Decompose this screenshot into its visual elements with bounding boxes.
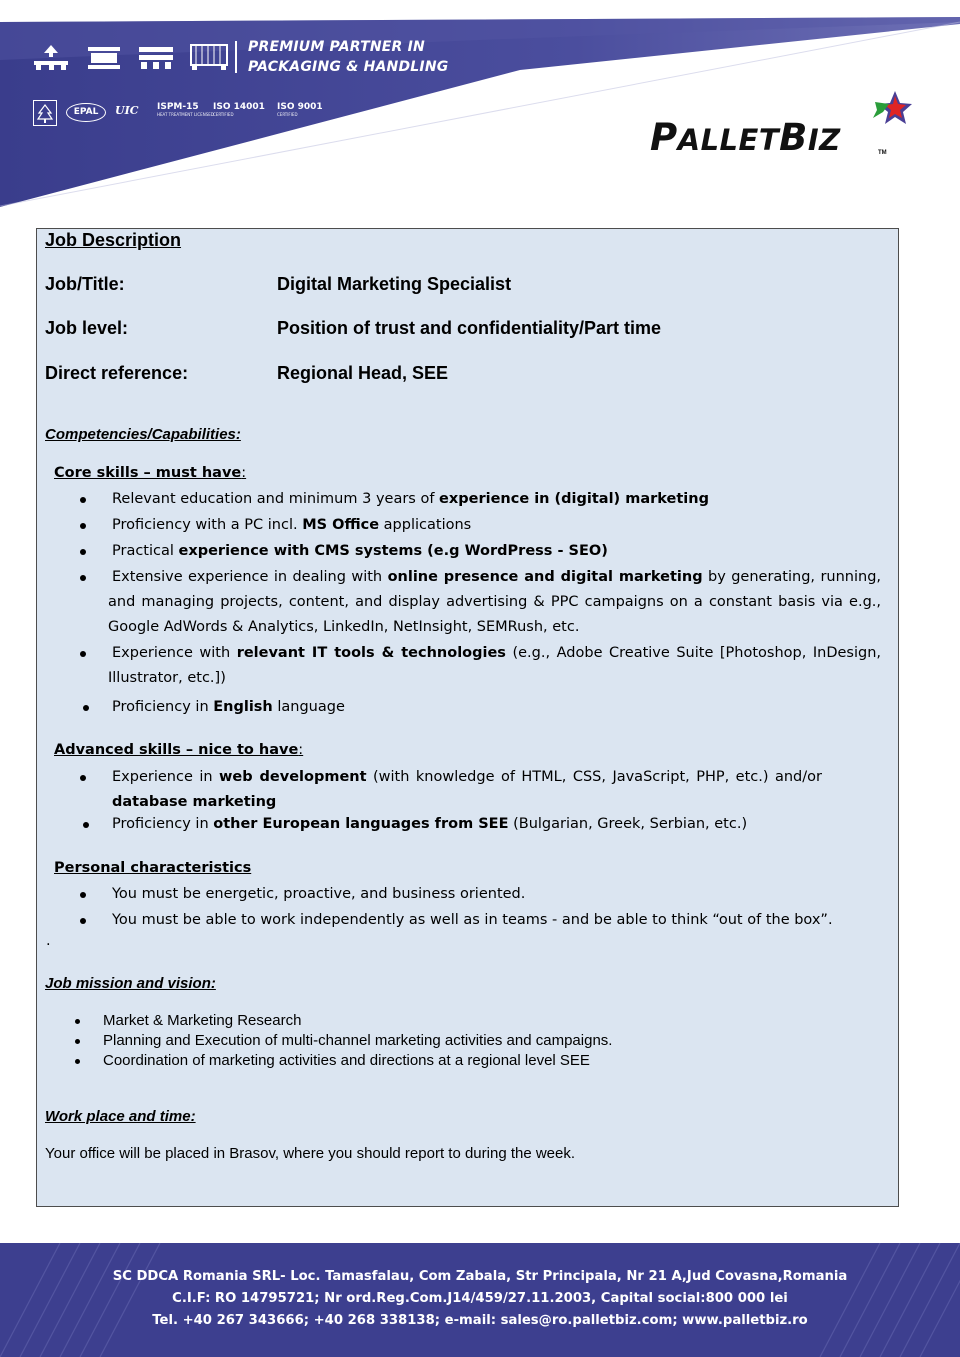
- palletbiz-star-icon: [865, 90, 915, 136]
- logo-letter-p: P: [650, 116, 678, 159]
- core-skill-item: [108, 641, 881, 691]
- workplace-text: Your office will be placed in Brasov, where you should report to during the week.: [45, 1145, 576, 1162]
- core-skill-item: [108, 565, 881, 640]
- advanced-skill-bold: other European languages from SEE: [213, 816, 509, 832]
- iso14001-sublabel: CERTIFIED: [213, 112, 234, 117]
- core-skill-text: Relevant education and minimum 3 years of: [112, 491, 440, 507]
- advanced-skill-text-mid: (with knowledge of HTML, CSS, JavaScript, PHP, etc.) and/or: [366, 769, 822, 785]
- advanced-skill-bold-2: database marketing: [112, 794, 277, 810]
- personal-characteristic-item: You must be able to work independently as well as in teams - and be able to think “out of the box”.: [112, 912, 833, 928]
- mission-item: Planning and Execution of multi-channel marketing activities and campaigns.: [103, 1032, 613, 1049]
- advanced-skill-bold: web development: [219, 769, 367, 785]
- core-skill-item: [112, 539, 885, 564]
- logo-allet: ALLET: [677, 123, 780, 157]
- ispm-label: ISPM-15: [157, 102, 199, 112]
- uic-logo: UIC: [115, 104, 139, 117]
- core-skill-text-end: (e.g., Adobe Creative Suite [Photoshop, InDesign, Illustrator, etc.]): [108, 645, 882, 686]
- core-skill-text: Extensive experience in dealing with: [112, 569, 388, 585]
- tagline-divider: [235, 41, 237, 73]
- workplace-heading: Work place and time:: [45, 1108, 196, 1125]
- bullet-icon: [83, 822, 89, 828]
- iso-14001-logo: [213, 102, 265, 117]
- core-skill-bold: online presence and digital marketing: [387, 569, 703, 585]
- ispm-15-logo: [157, 102, 214, 117]
- direct-reference-value: Regional Head, SEE: [277, 363, 449, 383]
- advanced-skills-heading: [54, 742, 303, 758]
- footer-registration: C.I.F: RO 14795721; Nr ord.Reg.Com.J14/459/27.11.2003, Capital social:800 000 lei: [172, 1291, 788, 1306]
- competencies-heading: Competencies/Capabilities:: [45, 426, 241, 443]
- core-skill-text: Practical: [112, 543, 179, 559]
- core-skill-text-end: applications: [379, 517, 472, 533]
- bullet-icon: [80, 549, 86, 555]
- bullet-icon: [75, 1059, 80, 1064]
- direct-reference-label: Direct reference:: [45, 363, 189, 383]
- job-title-label: Job/Title:: [45, 274, 125, 294]
- iso9001-label: ISO 9001: [277, 102, 323, 112]
- logo-iz: IZ: [807, 123, 841, 157]
- core-skill-item: [112, 513, 885, 538]
- logo-trademark: TM: [878, 150, 887, 156]
- iso9001-sublabel: CERTIFIED: [277, 112, 298, 117]
- core-skill-text: Proficiency in: [112, 699, 214, 715]
- advanced-skill-item: [112, 765, 822, 815]
- personal-characteristics-heading: Personal characteristics: [54, 860, 252, 876]
- core-skill-item: [112, 695, 885, 720]
- core-skill-bold: MS Office: [302, 517, 380, 533]
- advanced-skill-text-end: (Bulgarian, Greek, Serbian, etc.): [508, 816, 748, 832]
- pallet-stack-icon: [138, 43, 174, 71]
- palletbiz-logo: [650, 115, 841, 163]
- bullet-icon: [80, 523, 86, 529]
- core-skill-text: Experience with: [112, 645, 237, 661]
- core-skill-bold: experience in (digital) marketing: [439, 491, 709, 507]
- epal-logo: EPAL: [66, 103, 106, 122]
- stray-dot: .: [46, 933, 51, 949]
- core-skill-item: [112, 487, 885, 512]
- core-skill-bold: experience with CMS systems (e.g WordPress - SEO): [178, 543, 608, 559]
- iso-9001-logo: [277, 102, 323, 117]
- personal-characteristic-item: You must be energetic, proactive, and business oriented.: [112, 886, 526, 902]
- core-skills-heading: [54, 465, 246, 481]
- header-banner: [0, 0, 960, 215]
- core-skill-text-end: by generating, running, and managing projects, content, and display advertising & PPC campaigns on a constant basis via e.g., Google AdWords & Analytics, LinkedIn, NetInsight, SEMRush, etc.: [108, 569, 882, 635]
- bullet-icon: [80, 497, 86, 503]
- bullet-icon: [80, 918, 86, 924]
- bullet-icon: [80, 892, 86, 898]
- mission-item: Market & Marketing Research: [103, 1012, 302, 1029]
- footer-company-address: SC DDCA Romania SRL- Loc. Tamasfalau, Com Zabala, Str Principala, Nr 21 A,Jud Covasna,Romania: [112, 1269, 848, 1284]
- core-skills-title: Core skills – must have: [54, 465, 242, 481]
- crate-icon: [190, 43, 228, 71]
- job-level-label: Job level:: [45, 318, 129, 338]
- job-level-value: Position of trust and confidentiality/Part time: [277, 318, 662, 338]
- page-title: Job Description: [45, 230, 182, 250]
- logo-letter-b: B: [779, 116, 808, 159]
- mission-item: Coordination of marketing activities and directions at a regional level SEE: [103, 1052, 590, 1069]
- ispm-sublabel: HEAT TREATMENT LICENSED: [157, 112, 214, 117]
- tagline-line-2: PACKAGING & HANDLING: [248, 59, 449, 75]
- recycle-pallet-icon: [32, 43, 70, 71]
- iso14001-label: ISO 14001: [213, 102, 265, 112]
- bullet-icon: [80, 651, 86, 657]
- advanced-skills-colon: :: [298, 742, 304, 758]
- bullet-icon: [75, 1039, 80, 1044]
- bullet-icon: [80, 575, 86, 581]
- tagline: [248, 37, 448, 77]
- mission-heading: Job mission and vision:: [45, 975, 216, 992]
- advanced-skills-title: Advanced skills – nice to have: [54, 742, 299, 758]
- core-skills-colon: :: [241, 465, 247, 481]
- advanced-skill-text: Proficiency in: [112, 816, 214, 832]
- bullet-icon: [80, 775, 86, 781]
- page-footer: [0, 1243, 960, 1357]
- tagline-line-1: PREMIUM PARTNER IN: [248, 39, 425, 55]
- core-skill-bold: relevant IT tools & technologies: [236, 645, 506, 661]
- advanced-skill-text: Experience in: [112, 769, 220, 785]
- advanced-skill-item: [112, 812, 885, 837]
- footer-contact: Tel. +40 267 343666; +40 268 338138; e-mail: sales@ro.palletbiz.com; www.palletbiz.ro: [152, 1313, 808, 1328]
- core-skill-text-end: language: [272, 699, 345, 715]
- core-skill-text: Proficiency with a PC incl.: [112, 517, 303, 533]
- bullet-icon: [75, 1019, 80, 1024]
- fsc-tree-icon: [33, 100, 57, 126]
- core-skill-bold: English: [213, 699, 273, 715]
- job-description-box: [36, 228, 899, 1207]
- pallet-block-icon: [87, 43, 121, 71]
- page-header: [0, 0, 960, 215]
- bullet-icon: [83, 705, 89, 711]
- job-title-value: Digital Marketing Specialist: [277, 274, 512, 294]
